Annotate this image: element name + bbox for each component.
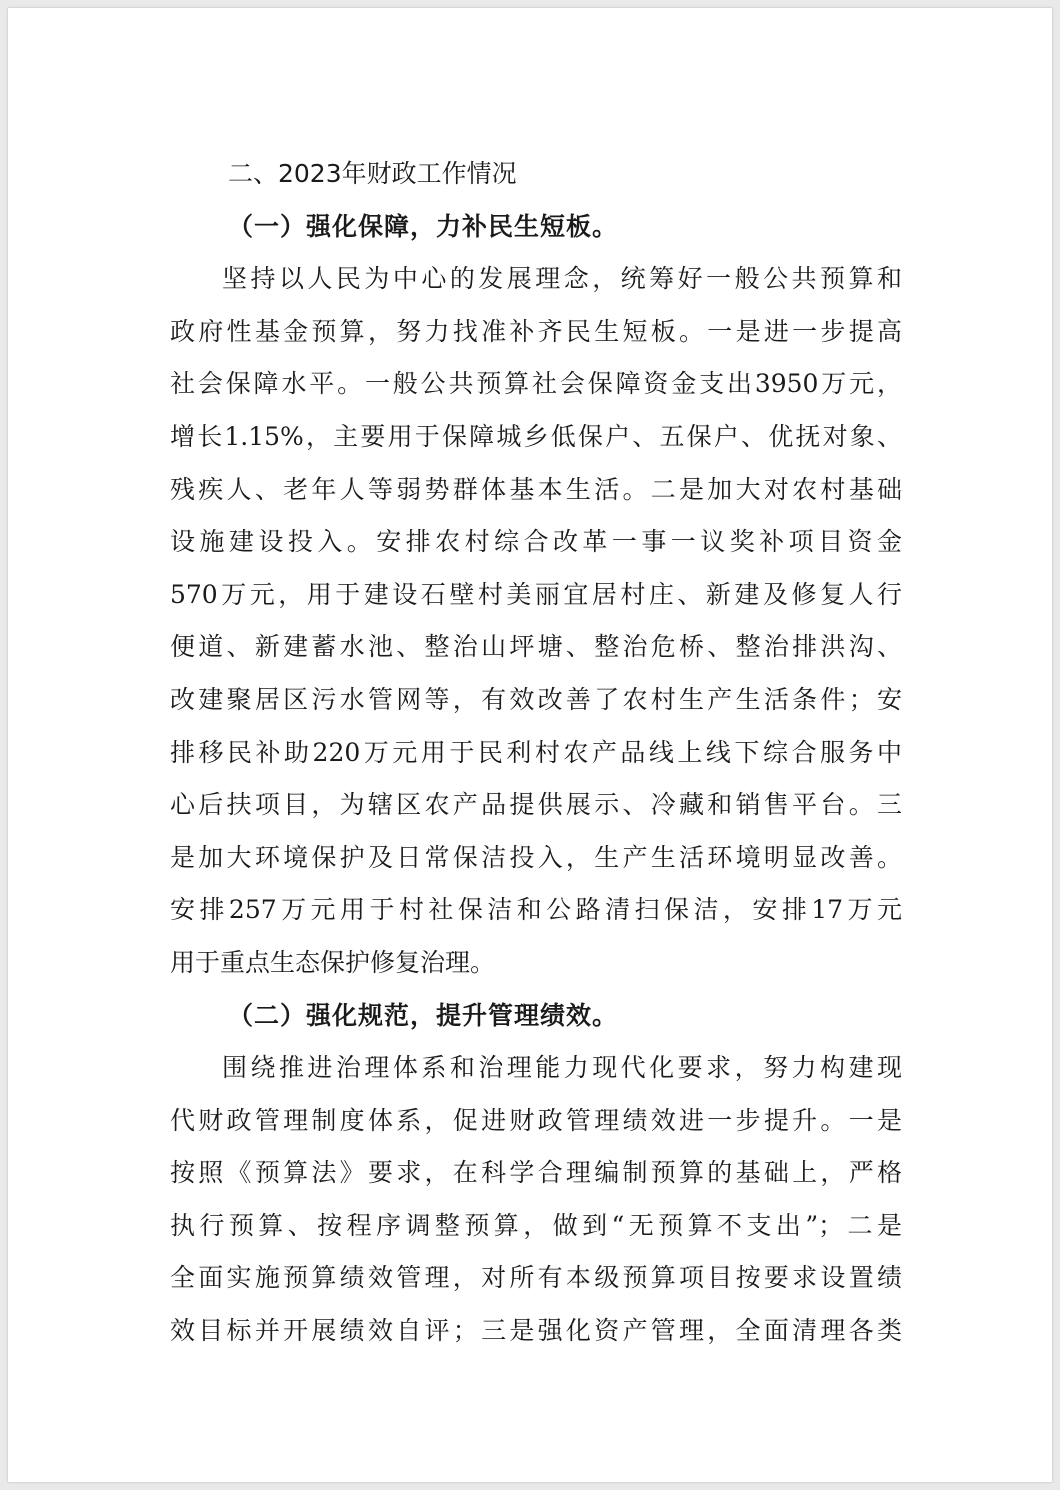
paragraph-line: 安排257万元用于村社保洁和公路清扫保洁，安排17万元: [170, 895, 902, 925]
paragraph-line: 按照《预算法》要求，在科学合理编制预算的基础上，严格: [170, 1158, 902, 1188]
paragraph-line: 便道、新建蓄水池、整治山坪塘、整治危桥、整治排洪沟、: [170, 632, 902, 662]
subsection-title-2: （二）强化规范，提升管理绩效。: [228, 1000, 619, 1030]
paragraph-line: 心后扶项目，为辖区农产品提供展示、冷藏和销售平台。三: [170, 790, 902, 820]
document-body: [170, 148, 902, 1358]
paragraph-line: 政府性基金预算，努力找准补齐民生短板。一是进一步提高: [170, 316, 902, 346]
paragraph-line: 排移民补助220万元用于民利村农产品线上线下综合服务中: [170, 737, 902, 767]
paragraph-line: 增长1.15%，主要用于保障城乡低保户、五保户、优抚对象、: [170, 421, 902, 451]
paragraph-line: 设施建设投入。安排农村综合改革一事一议奖补项目资金: [170, 527, 902, 557]
paragraph-line: 执行预算、按程序调整预算，做到“无预算不支出”；二是: [170, 1210, 902, 1240]
paragraph-line: 全面实施预算绩效管理，对所有本级预算项目按要求设置绩: [170, 1263, 902, 1293]
paragraph-line: 用于重点生态保护修复治理。: [170, 947, 496, 977]
paragraph-line: 残疾人、老年人等弱势群体基本生活。二是加大对农村基础: [170, 474, 902, 504]
paragraph-line: 效目标并开展绩效自评；三是强化资产管理，全面清理各类: [170, 1316, 902, 1346]
paragraph-line: 改建聚居区污水管网等，有效改善了农村生产生活条件；安: [170, 684, 902, 714]
paragraph-line: 社会保障水平。一般公共预算社会保障资金支出3950万元，: [170, 369, 902, 399]
section-heading: 二、2023年财政工作情况: [228, 159, 517, 188]
paragraph-line: 代财政管理制度体系，促进财政管理绩效进一步提升。一是: [170, 1105, 902, 1135]
paragraph-line: 570万元，用于建设石壁村美丽宜居村庄、新建及修复人行: [170, 579, 902, 609]
paragraph-line: 是加大环境保护及日常保洁投入，生产生活环境明显改善。: [170, 842, 902, 872]
subsection-title-1: （一）强化保障，力补民生短板。: [228, 211, 619, 241]
paragraph-line: 围绕推进治理体系和治理能力现代化要求，努力构建现: [222, 1053, 902, 1083]
document-page: [8, 8, 1052, 1482]
paragraph-line: 坚持以人民为中心的发展理念，统筹好一般公共预算和: [222, 264, 902, 294]
